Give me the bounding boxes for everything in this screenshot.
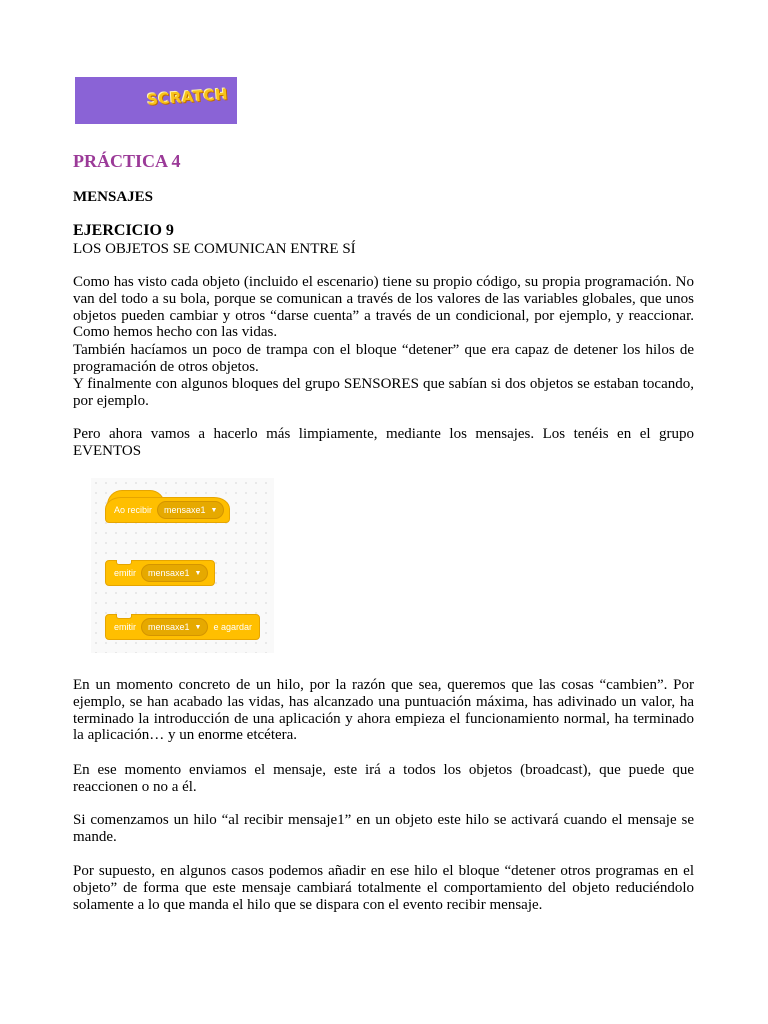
paragraph-intro: Como has visto cada objeto (incluido el escenario) tiene su propio código, su propia programación. No van del todo a su bola, porque se comunican a través de los valores de las variables globales, que unos objetos pueden cambiar y otros “darse cuenta” a través de un condicional, por ejemplo, y reaccionar. Como hemos hecho con las vidas. bbox=[73, 274, 694, 341]
paragraph-al-recibir: Si comenzamos un hilo “al recibir mensaje1” en un objeto este hilo se activará cuando el mensaje se mande. bbox=[73, 812, 694, 845]
when-receive-label: Ao recibir bbox=[114, 505, 153, 515]
broadcast-block bbox=[105, 560, 215, 586]
triangle-down-icon: ▼ bbox=[194, 623, 202, 631]
block-notch bbox=[116, 560, 132, 565]
triangle-down-icon: ▼ bbox=[210, 506, 218, 514]
broadcast-label: emitir bbox=[114, 568, 136, 578]
scratch-logo bbox=[75, 77, 237, 124]
scratch-logo-text: SCRATCH bbox=[146, 85, 229, 109]
message-dropdown bbox=[141, 618, 208, 636]
paragraph-detener: También hacíamos un poco de trampa con el bloque “detener” que era capaz de detener los hilos de programación de otros objetos. bbox=[73, 342, 694, 375]
broadcast-and-wait-block bbox=[105, 614, 260, 640]
exercise-heading: EJERCICIO 9 bbox=[73, 222, 174, 239]
block-notch bbox=[116, 614, 132, 619]
page-title: PRÁCTICA 4 bbox=[73, 151, 181, 171]
paragraph-sensores: Y finalmente con algunos bloques del grupo SENSORES que sabían si dos objetos se estaban tocando, por ejemplo. bbox=[73, 376, 694, 409]
when-receive-block bbox=[105, 497, 230, 523]
paragraph-broadcast: En ese momento enviamos el mensaje, este irá a todos los objetos (broadcast), que puede que reaccionen o no a él. bbox=[73, 762, 694, 795]
message-dropdown bbox=[141, 564, 208, 582]
paragraph-cambien: En un momento concreto de un hilo, por la razón que sea, queremos que las cosas “cambien”. Por ejemplo, se han acabado las vidas, has alcanzado una puntuación máxima, has adivinado un valor, ha terminado la introducción de una aplicación y ahora empieza el funcionamiento normal, ha terminado la aplicación… y un enorme etcétera. bbox=[73, 677, 694, 744]
broadcast-wait-suffix: e agardar bbox=[213, 622, 252, 632]
scratch-blocks-image bbox=[91, 478, 274, 653]
paragraph-eventos: Pero ahora vamos a hacerlo más limpiamente, mediante los mensajes. Los tenéis en el grupo EVENTOS bbox=[73, 426, 694, 459]
message-dropdown-value: mensaxe1 bbox=[148, 568, 190, 578]
message-dropdown-value: mensaxe1 bbox=[164, 505, 206, 515]
triangle-down-icon: ▼ bbox=[194, 569, 202, 577]
paragraph-detener-otros: Por supuesto, en algunos casos podemos añadir en ese hilo el bloque “detener otros programas en el objeto” de forma que este mensaje cambiará totalmente el comportamiento del objeto reduciéndolo solamente a lo que manda el hilo que se dispara con el evento recibir mensaje. bbox=[73, 863, 694, 913]
section-heading: MENSAJES bbox=[73, 189, 154, 205]
message-dropdown bbox=[157, 501, 224, 519]
exercise-subtitle: LOS OBJETOS SE COMUNICAN ENTRE SÍ bbox=[73, 241, 356, 257]
message-dropdown-value: mensaxe1 bbox=[148, 622, 190, 632]
broadcast-wait-label: emitir bbox=[114, 622, 136, 632]
